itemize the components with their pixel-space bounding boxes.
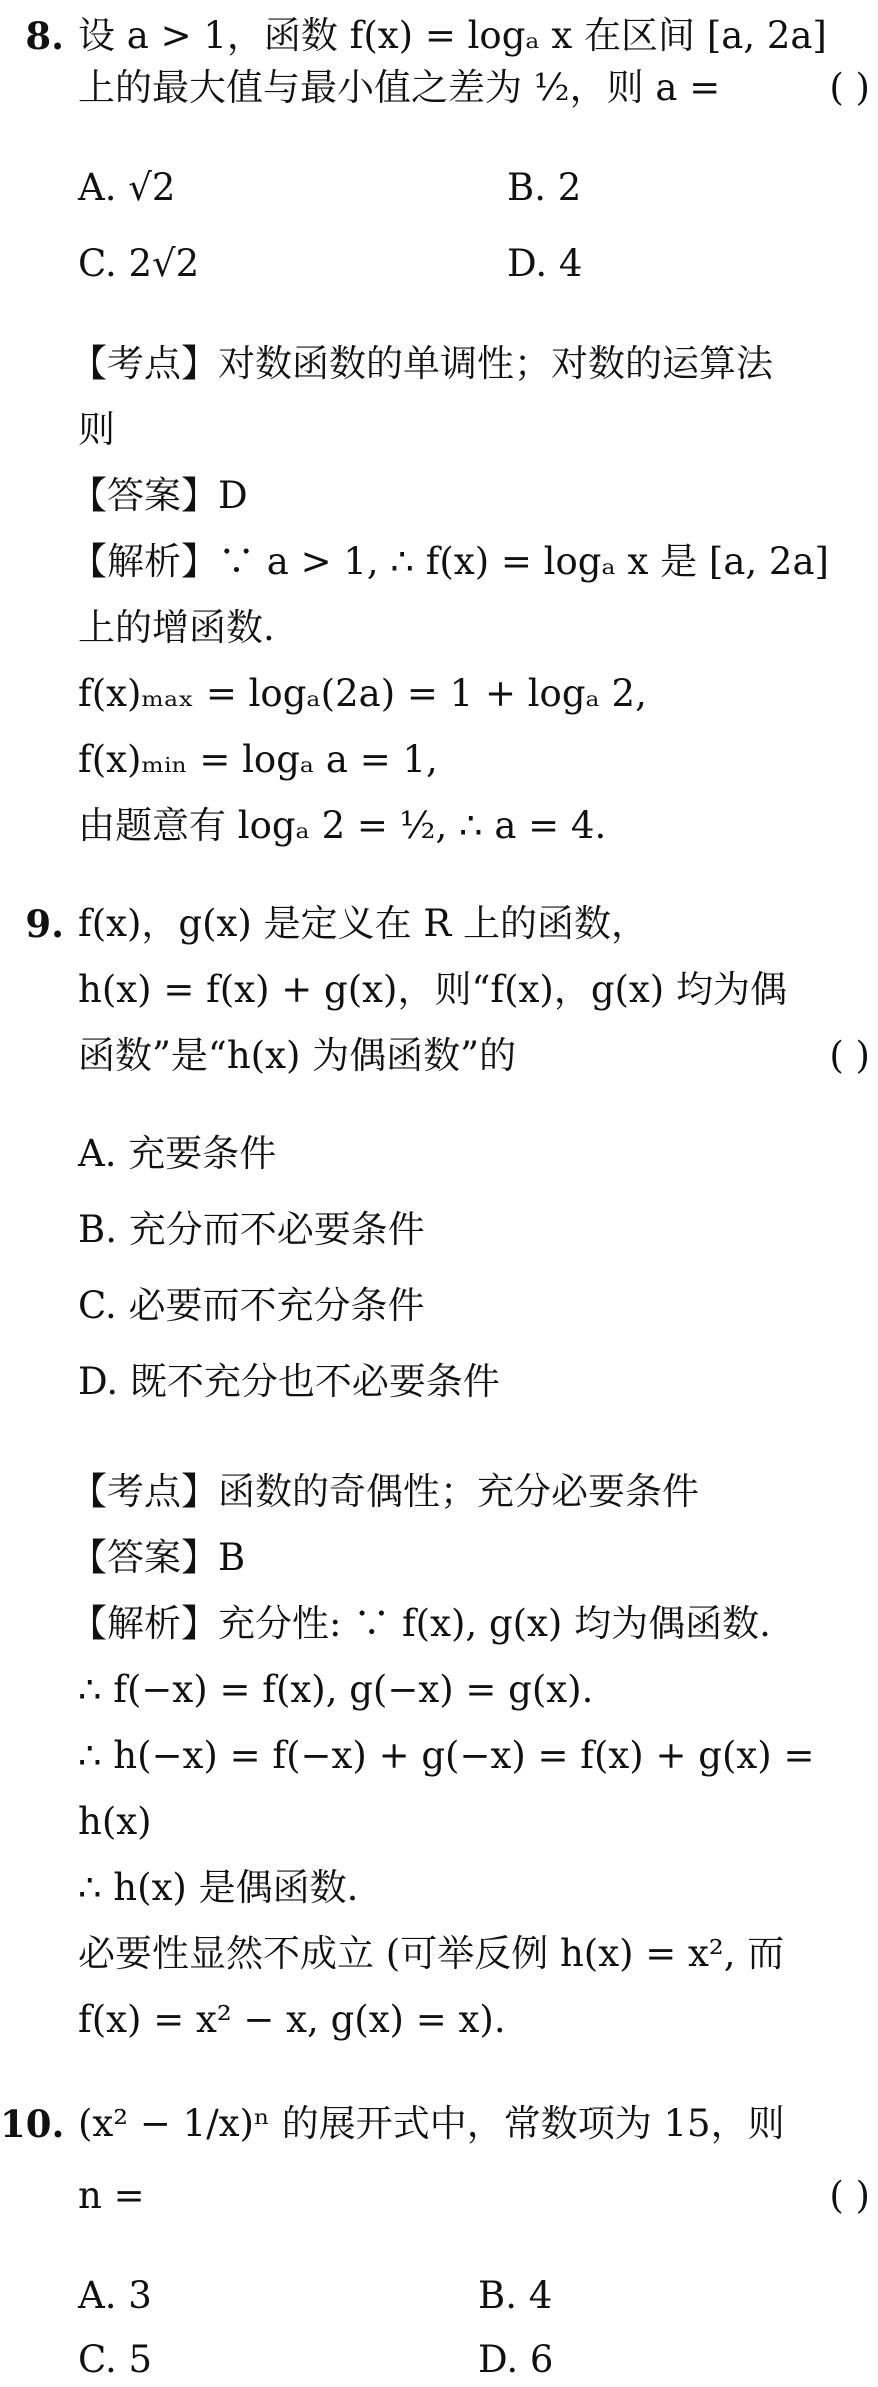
solution-line: f(x)ₘᵢₙ = logₐ a = 1, [78, 738, 438, 781]
knowledge-point: 【考点】函数的奇偶性；充分必要条件 [70, 1470, 699, 1513]
option-a: A. 充要条件 [78, 1132, 277, 1175]
option-b: B. 4 [478, 2274, 553, 2317]
knowledge-point: 【考点】对数函数的单调性；对数的运算法 [70, 342, 773, 385]
solution-line: ∴ h(−x) = f(−x) + g(−x) = f(x) + g(x) = [78, 1734, 815, 1777]
question-stem-line: 上的最大值与最小值之差为 ½，则 a = [78, 66, 721, 109]
answer-line: 【答案】B [70, 1536, 246, 1579]
solution-line: 上的增函数. [78, 606, 275, 649]
option-b: B. 2 [507, 166, 582, 209]
solution-line: 则 [78, 408, 115, 451]
question-stem-line: 设 a > 1，函数 f(x) = logₐ x 在区间 [a, 2a] [78, 14, 827, 57]
solution-line: 由题意有 logₐ 2 = ½, ∴ a = 4. [78, 804, 607, 847]
option-d: D. 既不充分也不必要条件 [78, 1360, 500, 1403]
option-c: C. 5 [78, 2338, 153, 2381]
solution-line: 必要性显然不成立 (可举反例 h(x) = x², 而 [78, 1932, 785, 1975]
option-d: D. 6 [478, 2338, 554, 2381]
solution-line: f(x) = x² − x, g(x) = x). [78, 1998, 506, 2041]
option-b: B. 充分而不必要条件 [78, 1208, 425, 1251]
option-a: A. 3 [78, 2274, 152, 2317]
question-number: 10. [0, 2102, 65, 2146]
question-number: 9. [25, 902, 64, 946]
question-stem-line: n = [78, 2174, 145, 2217]
analysis-line: 【解析】∵ a > 1, ∴ f(x) = logₐ x 是 [a, 2a] [70, 540, 829, 583]
option-c: C. 2√2 [78, 242, 200, 285]
solution-line: f(x)ₘₐₓ = logₐ(2a) = 1 + logₐ 2, [78, 672, 647, 715]
solution-line: ∴ h(x) 是偶函数. [78, 1866, 359, 1909]
answer-line: 【答案】D [70, 474, 248, 517]
question-number: 8. [25, 14, 64, 58]
answer-parentheses: ( ) [829, 1034, 870, 1077]
question-stem-line: (x² − 1/x)ⁿ 的展开式中，常数项为 15，则 [78, 2102, 785, 2145]
question-stem-line: 函数”是“h(x) 为偶函数”的 [78, 1034, 517, 1077]
option-c: C. 必要而不充分条件 [78, 1284, 425, 1327]
answer-parentheses: ( ) [829, 66, 870, 109]
solution-line: h(x) [78, 1800, 152, 1843]
option-d: D. 4 [507, 242, 583, 285]
option-a: A. √2 [78, 166, 176, 209]
analysis-line: 【解析】充分性: ∵ f(x), g(x) 均为偶函数. [70, 1602, 771, 1645]
solution-line: ∴ f(−x) = f(x), g(−x) = g(x). [78, 1668, 594, 1711]
question-stem-line: h(x) = f(x) + g(x)，则“f(x)，g(x) 均为偶 [78, 968, 787, 1011]
question-stem-line: f(x)，g(x) 是定义在 R 上的函数， [78, 902, 648, 945]
answer-parentheses: ( ) [829, 2174, 870, 2217]
